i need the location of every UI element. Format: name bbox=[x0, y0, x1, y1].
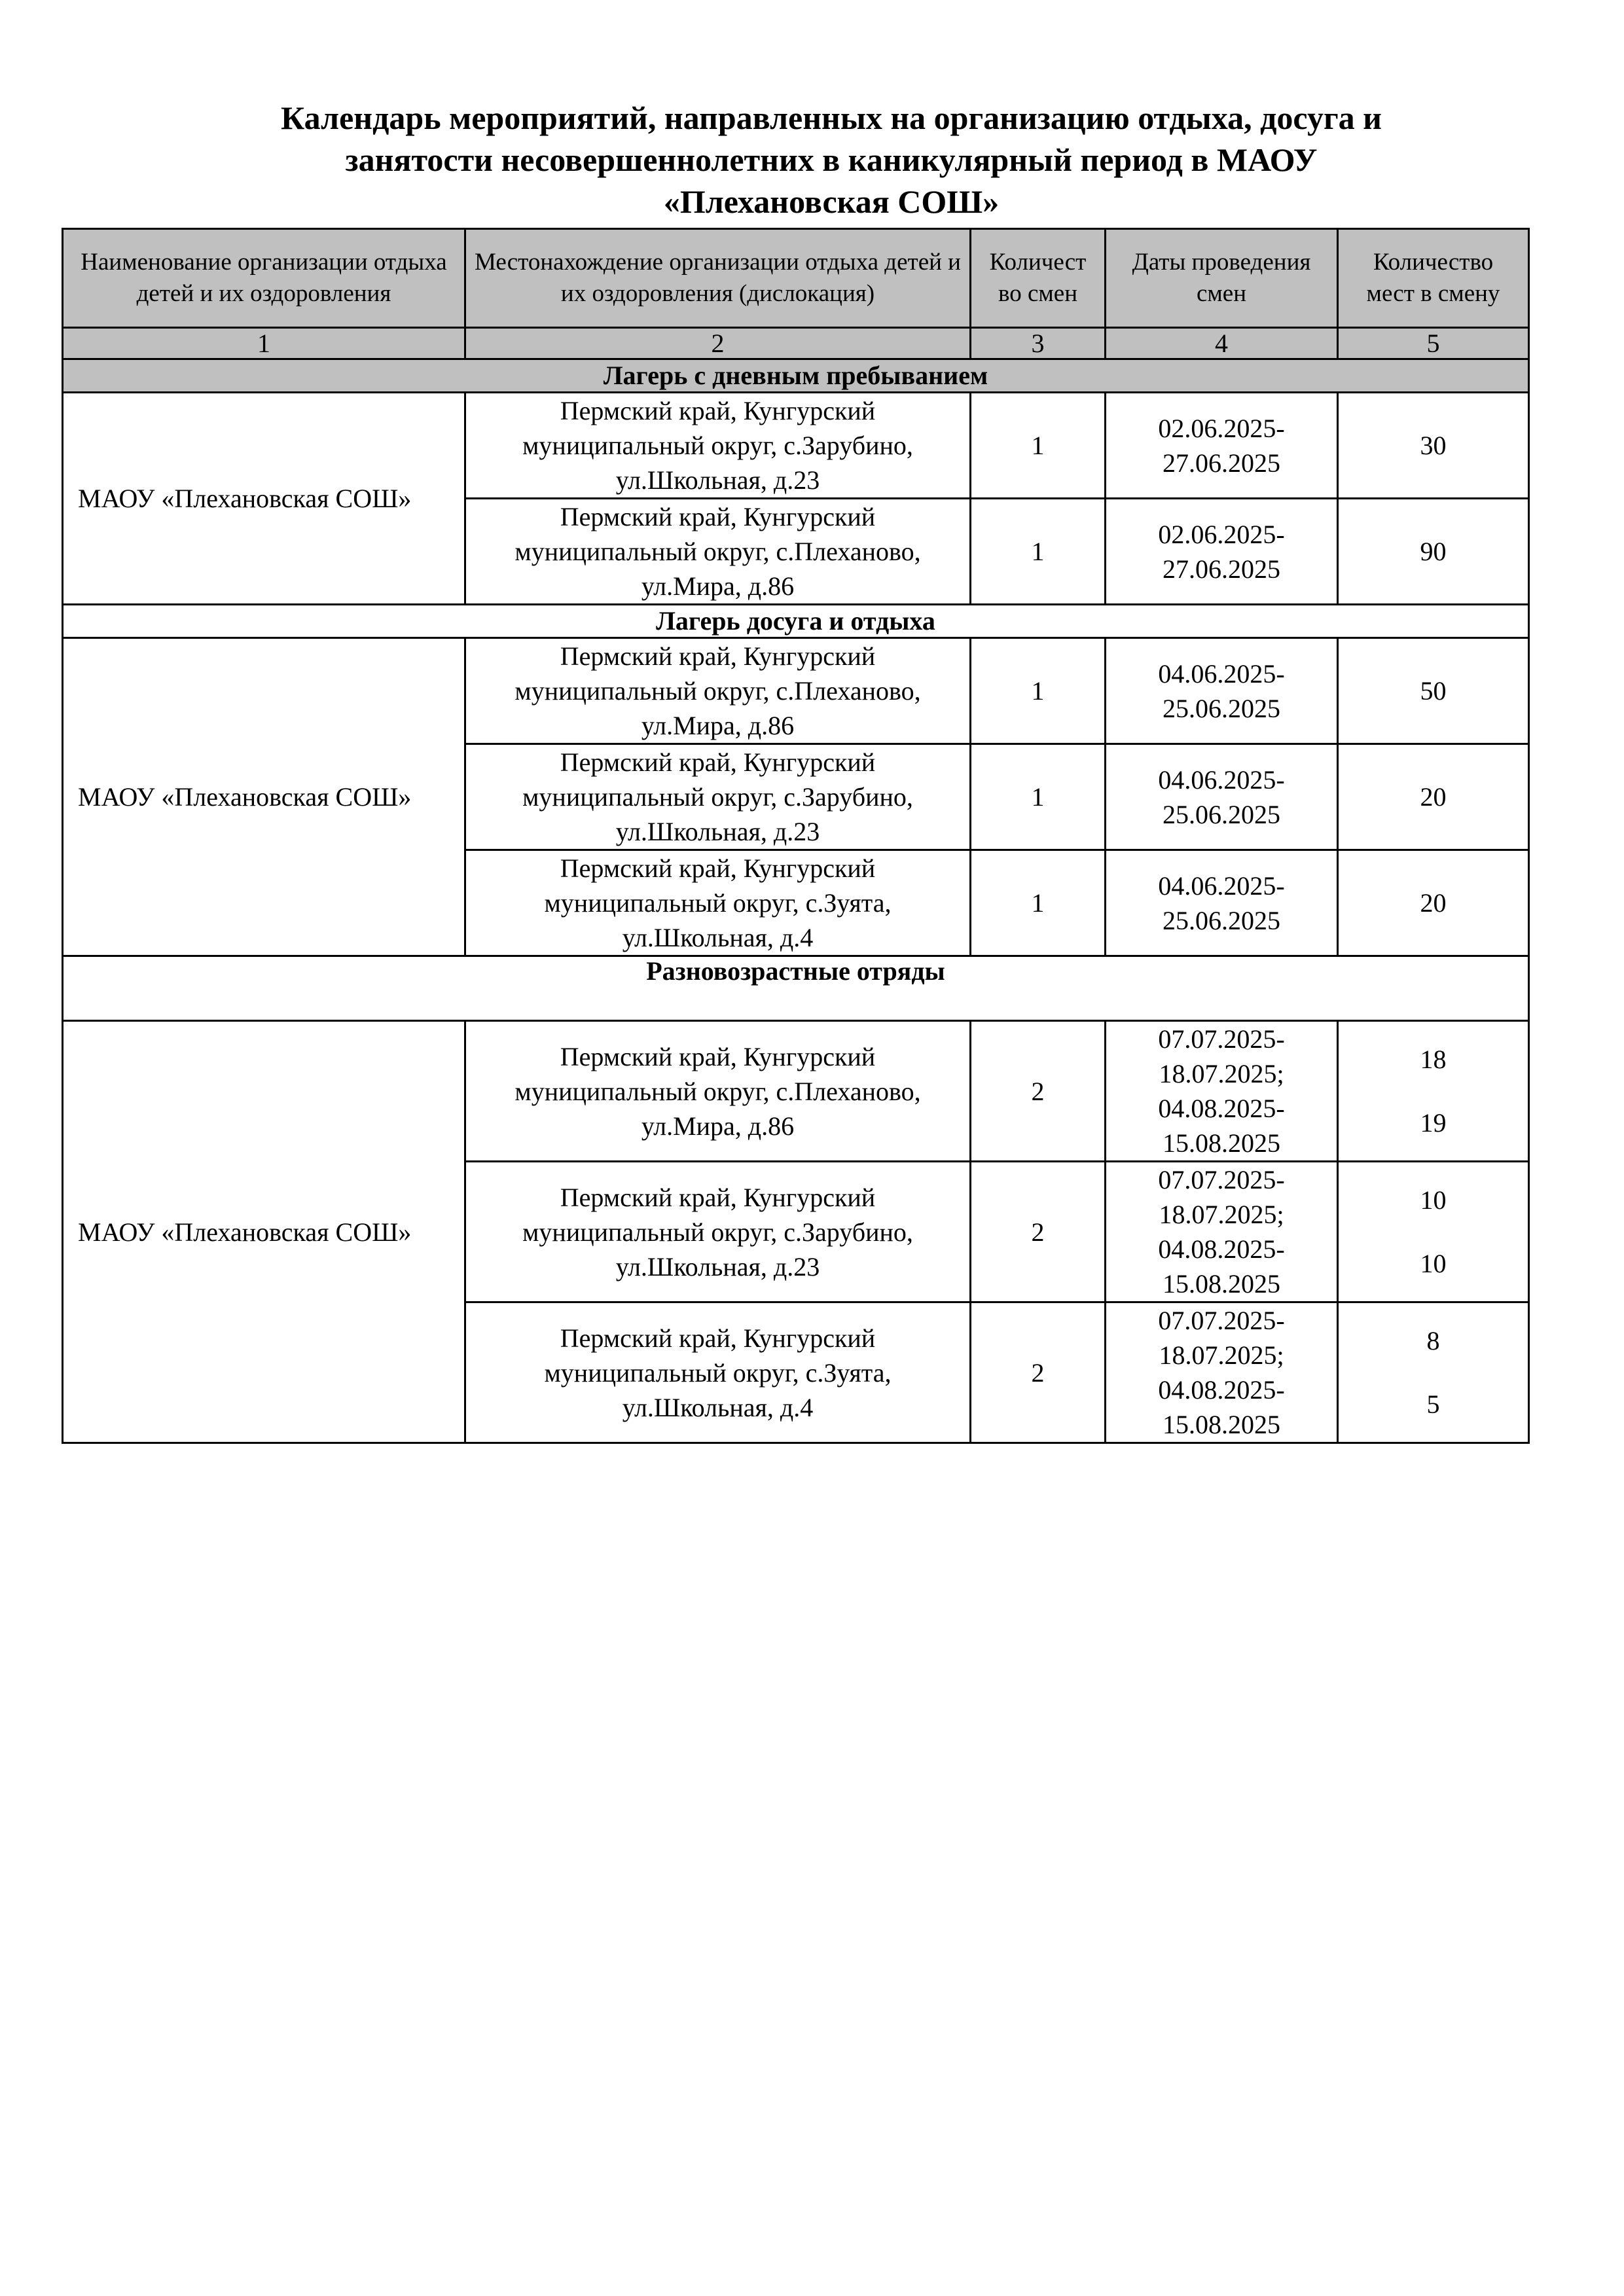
location-cell: Пермский край, Кунгурский муниципальный округ, с.Зуята, ул.Школьная, д.4 bbox=[465, 850, 971, 956]
section-row bbox=[63, 956, 1529, 1021]
dates-cell: 02.06.2025- 27.06.2025 bbox=[1106, 393, 1338, 499]
seats-cell: 20 bbox=[1338, 744, 1529, 850]
header-shifts: Количест во смен bbox=[971, 229, 1106, 328]
table-row bbox=[63, 1021, 1529, 1162]
dates-cell: 07.07.2025- 18.07.2025; 04.08.2025- 15.08.2025 bbox=[1106, 1302, 1338, 1443]
location-cell: Пермский край, Кунгурский муниципальный округ, с.Плеханово, ул.Мира, д.86 bbox=[465, 1021, 971, 1162]
seats-value: 19 bbox=[1420, 1108, 1447, 1138]
header-organization: Наименование организации отдыха детей и их оздоровления bbox=[63, 229, 465, 328]
column-number: 2 bbox=[465, 328, 971, 359]
header-location: Местонахождение организации отдыха детей и их оздоровления (дислокация) bbox=[465, 229, 971, 328]
events-table bbox=[62, 228, 1530, 1444]
seats-value: 5 bbox=[1426, 1390, 1440, 1419]
title-line: Календарь мероприятий, направленных на организацию отдыха, досуга и bbox=[281, 99, 1382, 136]
location-cell: Пермский край, Кунгурский муниципальный округ, с.Плеханово, ул.Мира, д.86 bbox=[465, 499, 971, 605]
document-title bbox=[118, 97, 1545, 223]
section-title: Лагерь досуга и отдыха bbox=[63, 605, 1529, 638]
section-row bbox=[63, 359, 1529, 393]
table-header-row bbox=[63, 229, 1529, 328]
dates-cell: 04.06.2025- 25.06.2025 bbox=[1106, 638, 1338, 744]
location-cell: Пермский край, Кунгурский муниципальный округ, с.Зарубино, ул.Школьная, д.23 bbox=[465, 393, 971, 499]
table-row bbox=[63, 393, 1529, 499]
shifts-cell: 1 bbox=[971, 393, 1106, 499]
seats-value: 10 bbox=[1420, 1185, 1447, 1215]
title-line: «Плехановская СОШ» bbox=[663, 183, 1000, 220]
shifts-cell: 1 bbox=[971, 499, 1106, 605]
shifts-cell: 2 bbox=[971, 1302, 1106, 1443]
seats-cell: 30 bbox=[1338, 393, 1529, 499]
title-line: занятости несовершеннолетних в каникулярный период в МАОУ bbox=[345, 141, 1318, 178]
dates-cell: 07.07.2025- 18.07.2025; 04.08.2025- 15.08.2025 bbox=[1106, 1162, 1338, 1302]
table-row bbox=[63, 638, 1529, 744]
column-number-row bbox=[63, 328, 1529, 359]
shifts-cell: 2 bbox=[971, 1162, 1106, 1302]
column-number: 3 bbox=[971, 328, 1106, 359]
seats-value: 10 bbox=[1420, 1249, 1447, 1278]
organization-cell: МАОУ «Плехановская СОШ» bbox=[63, 638, 465, 956]
section-title: Разновозрастные отряды bbox=[63, 956, 1529, 1021]
shifts-cell: 1 bbox=[971, 638, 1106, 744]
seats-cell bbox=[1338, 1021, 1529, 1162]
dates-cell: 04.06.2025- 25.06.2025 bbox=[1106, 744, 1338, 850]
section-title: Лагерь с дневным пребыванием bbox=[63, 359, 1529, 393]
column-number: 1 bbox=[63, 328, 465, 359]
seats-cell bbox=[1338, 1162, 1529, 1302]
location-cell: Пермский край, Кунгурский муниципальный округ, с.Зарубино, ул.Школьная, д.23 bbox=[465, 744, 971, 850]
location-cell: Пермский край, Кунгурский муниципальный округ, с.Зарубино, ул.Школьная, д.23 bbox=[465, 1162, 971, 1302]
seats-value: 8 bbox=[1426, 1326, 1440, 1355]
column-number: 5 bbox=[1338, 328, 1529, 359]
organization-cell: МАОУ «Плехановская СОШ» bbox=[63, 393, 465, 605]
header-dates: Даты проведения смен bbox=[1106, 229, 1338, 328]
location-cell: Пермский край, Кунгурский муниципальный округ, с.Плеханово, ул.Мира, д.86 bbox=[465, 638, 971, 744]
seats-cell: 50 bbox=[1338, 638, 1529, 744]
seats-cell: 20 bbox=[1338, 850, 1529, 956]
location-cell: Пермский край, Кунгурский муниципальный округ, с.Зуята, ул.Школьная, д.4 bbox=[465, 1302, 971, 1443]
shifts-cell: 1 bbox=[971, 744, 1106, 850]
dates-cell: 02.06.2025- 27.06.2025 bbox=[1106, 499, 1338, 605]
shifts-cell: 1 bbox=[971, 850, 1106, 956]
shifts-cell: 2 bbox=[971, 1021, 1106, 1162]
dates-cell: 07.07.2025- 18.07.2025; 04.08.2025- 15.08.2025 bbox=[1106, 1021, 1338, 1162]
seats-value: 18 bbox=[1420, 1045, 1447, 1074]
dates-cell: 04.06.2025- 25.06.2025 bbox=[1106, 850, 1338, 956]
seats-cell bbox=[1338, 1302, 1529, 1443]
section-row bbox=[63, 605, 1529, 638]
header-seats: Количество мест в смену bbox=[1338, 229, 1529, 328]
organization-cell: МАОУ «Плехановская СОШ» bbox=[63, 1021, 465, 1443]
column-number: 4 bbox=[1106, 328, 1338, 359]
seats-cell: 90 bbox=[1338, 499, 1529, 605]
